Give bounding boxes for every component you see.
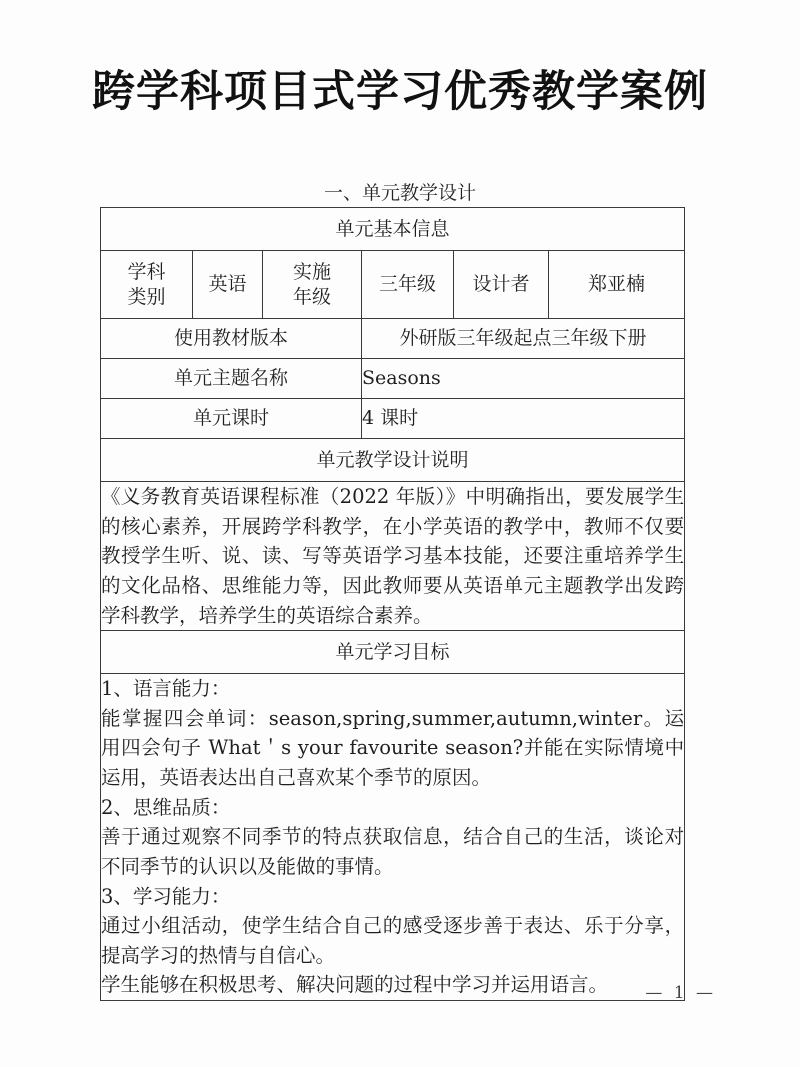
- table-row-banner-goals: [101, 631, 685, 674]
- page-number: — 1 —: [645, 983, 716, 1003]
- banner-basic-info: 单元基本信息: [101, 208, 685, 251]
- unit-theme-label: 单元主题名称: [101, 359, 362, 399]
- grade-value: 三年级: [362, 251, 454, 319]
- goal-3-label: 3、学习能力：: [101, 884, 231, 908]
- designer-label: 设计者: [454, 251, 549, 319]
- subject-label: [101, 251, 193, 319]
- unit-hours-label: 单元课时: [101, 399, 362, 439]
- table-row-goals: [101, 674, 685, 1001]
- table-row-design-note: [101, 482, 685, 631]
- table-row-basic-info: [101, 251, 685, 319]
- subject-label-line2: 类别: [127, 285, 166, 308]
- grade-label-line1: 实施: [292, 261, 331, 284]
- goal-1-label: 1、语言能力：: [101, 677, 231, 701]
- textbook-label: 使用教材版本: [101, 319, 362, 359]
- goal-2-text: 善于通过观察不同季节的特点获取信息，结合自己的生活，谈论对不同季节的认识以及能做的事情。: [101, 825, 685, 878]
- subject-value: 英语: [193, 251, 263, 319]
- unit-design-table-wrapper: [100, 207, 684, 1001]
- goal-2-label: 2、思维品质：: [101, 795, 231, 819]
- goals-closing-text: 学生能够在积极思考、解决问题的过程中学习并运用语言。: [101, 973, 609, 997]
- grade-label: [263, 251, 362, 319]
- table-row-unit-hours: [101, 399, 685, 439]
- unit-design-table: [100, 207, 685, 1001]
- unit-theme-value: Seasons: [362, 359, 685, 399]
- banner-design-note: 单元教学设计说明: [101, 439, 685, 482]
- designer-value: 郑亚楠: [549, 251, 685, 319]
- table-row-unit-theme: [101, 359, 685, 399]
- table-row-banner-design-note: [101, 439, 685, 482]
- page-title: 跨学科项目式学习优秀教学案例: [92, 67, 708, 117]
- goals-body: [101, 674, 685, 1001]
- design-note-paragraph: 《义务教育英语课程标准（2022 年版）》中明确指出，要发展学生的核心素养，开展跨学科教学，在小学英语的教学中，教师不仅要教授学生听、说、读、写等英语学习基本技能，还要注重培养学生的文化品格、思维能力等，因此教师要从英语单元主题教学出发跨学科教学，培养学生的英语综合素养。: [101, 485, 685, 627]
- design-note-body: [101, 482, 685, 631]
- subject-label-line1: 学科: [127, 261, 166, 284]
- goal-1-text: 能掌握四会单词：season,spring,summer,autumn,winter。运用四会句子 What＇s your favourite season?并能在实际情境中运用，英语表达出自己喜欢某个季节的原因。: [101, 706, 685, 789]
- table-row-textbook: [101, 319, 685, 359]
- textbook-value: 外研版三年级起点三年级下册: [362, 319, 685, 359]
- unit-hours-value: 4 课时: [362, 399, 685, 439]
- goal-3-text: 通过小组活动，使学生结合自己的感受逐步善于表达、乐于分享，提高学习的热情与自信心。: [101, 914, 685, 967]
- section-heading: 一、单元教学设计: [323, 182, 476, 204]
- table-row-banner-basic-info: [101, 208, 685, 251]
- grade-label-line2: 年级: [292, 285, 331, 308]
- banner-goals: 单元学习目标: [101, 631, 685, 674]
